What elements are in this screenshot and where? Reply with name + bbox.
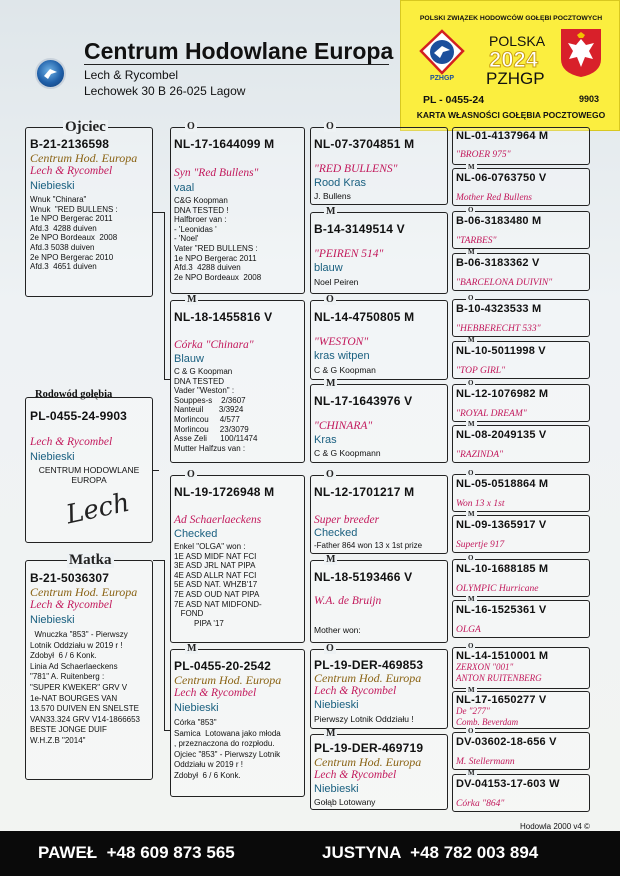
gen4-box	[452, 253, 590, 291]
gen4-name: Won 13 x 1st	[456, 499, 505, 509]
connector-line	[153, 212, 164, 213]
sex-label-m: M	[187, 643, 197, 654]
gen4-ring: NL-10-5011998 V	[456, 345, 546, 357]
gen4-ring: NL-16-1525361 V	[456, 604, 547, 616]
gen3-box	[310, 212, 448, 294]
sex-label-m: M	[326, 206, 336, 217]
gen4-box	[452, 732, 590, 770]
gen4-name: "ROYAL DREAM"	[456, 409, 527, 419]
gen3-box	[310, 384, 448, 463]
sex-label-m: M	[468, 248, 475, 256]
mother-box	[25, 560, 153, 780]
gen4-ring: NL-17-1650277 V	[456, 694, 547, 706]
gen3-color: blauw	[314, 262, 343, 274]
sex-label-m: M	[468, 163, 475, 171]
pzhgp-logo	[419, 29, 465, 75]
connector-line	[153, 560, 164, 561]
gen4-box	[452, 474, 590, 512]
gen4-ring: NL-09-1365917 V	[456, 519, 547, 531]
gen3-owner: Centrum Hod. Europa	[314, 755, 422, 769]
card-year: 2024	[489, 47, 538, 72]
sex-label-o: O	[187, 469, 195, 480]
sex-label-o: O	[326, 294, 334, 305]
gen3-breeder: Mother won:	[314, 625, 361, 635]
gen4-box	[452, 774, 590, 812]
gen4-name: OLYMPIC Hurricane	[456, 584, 539, 594]
gen4-ring: DV-04153-17-603 W	[456, 778, 560, 790]
ff-notes: C&G Koopman DNA TESTED ! Halfbroer van : - 'Leonidas ' - 'Noel' Vater "RED BULLENS : 1e NPO Bergerac 2011 Afd.3 4288 duiven 2e NPO Bordeaux 2008	[174, 196, 262, 282]
gen3-breeder: Noel Peiren	[314, 277, 359, 287]
card-pzhgp: PZHGP	[486, 69, 545, 88]
gen4-ring: NL-12-1076982 M	[456, 388, 549, 400]
gen4-box	[452, 168, 590, 206]
gen3-ring: NL-17-1643976 V	[314, 394, 413, 408]
gen4-box	[452, 299, 590, 337]
mf-notes: Enkel "OLGA" won : 1E ASD MIDF NAT FCI 3E ASD JRL NAT PIPA 4E ASD ALLR NAT FCI 5E ASD NAT. WHZB'17 7E ASD OUD NAT PIPA 7E ASD NAT MIDFOND- FOND PIPA '17	[174, 542, 262, 628]
eagle-emblem	[559, 27, 603, 79]
gen4-box	[452, 691, 590, 729]
gen4-ring: NL-14-1510001 M	[456, 650, 549, 662]
sex-label-o: O	[326, 121, 334, 132]
gen4-ring: B-06-3183362 V	[456, 257, 540, 269]
sex-label-o: O	[468, 206, 474, 214]
gen3-breeder: Pierwszy Lotnik Oddziału !	[314, 714, 414, 724]
gen4-box	[452, 425, 590, 463]
sex-label-m: M	[326, 728, 336, 739]
gen3-box	[310, 734, 448, 810]
father-label: Ojciec	[65, 119, 106, 135]
sex-label-m: M	[468, 595, 475, 603]
mother-color: Niebieski	[30, 614, 75, 626]
gen3-box	[310, 300, 448, 380]
gen4-box	[452, 559, 590, 597]
mf-color: Checked	[174, 528, 218, 540]
sex-label-m: M	[326, 554, 336, 565]
gen4-name-2: ANTON RUITENBERG	[456, 673, 542, 683]
sex-label-o: O	[326, 469, 334, 480]
gen4-name: "TARBES"	[456, 236, 497, 246]
gen4-ring: NL-01-4137964 M	[456, 130, 549, 142]
gen3-owner2: Lech & Rycombel	[314, 685, 397, 697]
sex-label-m: M	[468, 686, 475, 694]
gen4-ring: B-06-3183480 M	[456, 215, 542, 227]
mf-ring: NL-19-1726948 M	[174, 485, 275, 499]
ff-ring: NL-17-1644099 M	[174, 137, 275, 151]
gen4-name: Supertje 917	[456, 540, 505, 550]
sex-label-o: O	[326, 643, 334, 654]
mm-owner2: Lech & Rycombel	[174, 687, 257, 699]
father-ring: B-21-2136598	[30, 137, 110, 151]
ownership-card	[400, 0, 620, 131]
sex-label-m: M	[187, 294, 197, 305]
gen4-name: Córka "864"	[456, 799, 505, 809]
sex-label-o: O	[468, 294, 474, 302]
gen4-ring: NL-08-2049135 V	[456, 429, 547, 441]
mf-box	[170, 475, 305, 643]
ff-box	[170, 127, 305, 294]
breeder-address: Lechowek 30 B 26-025 Lagow	[84, 84, 246, 98]
sex-label-o: O	[468, 379, 474, 387]
title-underline	[84, 64, 389, 65]
father-box	[25, 127, 153, 297]
sex-label-o: O	[468, 469, 474, 477]
card-logo-label: PZHGP	[429, 75, 455, 82]
page-title: Centrum Hodowlane Europa	[84, 38, 394, 64]
gen4-box	[452, 515, 590, 553]
gen3-box	[310, 649, 448, 729]
connector-line	[164, 212, 165, 379]
gen4-ring: NL-06-0763750 V	[456, 172, 547, 184]
gen3-breeder: Gołąb Lotowany	[314, 797, 376, 807]
gen3-ring: NL-14-4750805 M	[314, 310, 415, 324]
ff-name: Syn "Red Bullens"	[174, 167, 259, 179]
gen4-name: Mother Red Bullens	[456, 193, 532, 203]
sex-label-m: M	[468, 769, 475, 777]
card-ring: PL - 0455-24	[423, 94, 485, 106]
sex-label-m: M	[326, 378, 336, 389]
father-owner2: Lech & Rycombel	[30, 165, 113, 177]
gen3-breeder: -Father 864 won 13 x 1st prize	[314, 541, 423, 550]
gen4-name: "RAZINDA"	[456, 450, 504, 460]
subject-box	[25, 397, 153, 543]
gen3-name: "WESTON"	[314, 336, 369, 348]
gen3-name: W.A. de Bruijn	[314, 595, 382, 607]
mother-owner2: Lech & Rycombel	[30, 599, 113, 611]
connector-line	[164, 560, 165, 730]
gen3-box	[310, 127, 448, 205]
gen3-color: kras witpen	[314, 350, 370, 362]
subject-color: Niebieski	[30, 451, 75, 463]
father-owner: Centrum Hod. Europa	[30, 151, 138, 165]
fm-box	[170, 300, 305, 463]
mm-owner: Centrum Hod. Europa	[174, 673, 282, 687]
subject-breeder: CENTRUM HODOWLANE EUROPA	[38, 465, 140, 485]
contact-pawel: PAWEŁ +48 609 873 565	[38, 843, 235, 862]
gen4-name: De "277"	[456, 706, 490, 716]
sex-label-o: O	[468, 554, 474, 562]
mother-ring: B-21-5036307	[30, 571, 110, 585]
gen4-name-2: Comb. Beverdam	[456, 717, 519, 727]
mother-owner: Centrum Hod. Europa	[30, 585, 138, 599]
gen3-ring: NL-07-3704851 M	[314, 137, 415, 151]
father-notes: Wnuk "Chinara" Wnuk "RED BULLENS : 1e NPO Bergerac 2011 Afd.3 4288 duiven 2e NPO Bordeaux 2008 Afd.3 5038 duiven 2e NPO Bergerac 2010 Afd.3 4651 duiven	[30, 195, 118, 272]
gen3-owner: Centrum Hod. Europa	[314, 671, 422, 685]
contact-justyna: JUSTYNA +48 782 003 894	[322, 843, 539, 862]
gen4-name: "BROER 975"	[456, 150, 511, 160]
sex-label-m: M	[468, 420, 475, 428]
gen4-name: "TOP GIRL"	[456, 366, 506, 376]
gen3-box	[310, 475, 448, 554]
gen4-name: M. Stellermann	[456, 757, 515, 767]
mm-box	[170, 649, 305, 797]
gen3-breeder: C & G Koopman	[314, 365, 376, 375]
gen4-name: "HEBBERECHT 533"	[456, 324, 541, 334]
ff-color: vaal	[174, 182, 195, 194]
gen4-ring: NL-10-1688185 M	[456, 563, 549, 575]
gen3-breeder: C & G Koopmann	[314, 448, 381, 458]
card-polska: POLSKA	[489, 33, 546, 49]
gen4-ring: NL-05-0518864 M	[456, 478, 549, 490]
gen3-name: "PEIREN 514"	[314, 248, 384, 260]
gen4-box	[452, 211, 590, 249]
mm-color: Niebieski	[174, 702, 219, 714]
father-color: Niebieski	[30, 180, 75, 192]
subject-owner: Lech & Rycombel	[30, 436, 113, 448]
emblem-icon	[35, 58, 66, 89]
mm-ring: PL-0455-20-2542	[174, 659, 272, 673]
card-footer: KARTA WŁASNOŚCI GOŁĘBIA POCZTOWEGO	[416, 110, 606, 120]
breeder-name: Lech & Rycombel	[84, 68, 179, 82]
gen4-ring: B-10-4323533 M	[456, 303, 542, 315]
gen4-box	[452, 384, 590, 422]
gen4-box	[452, 647, 590, 689]
mother-label: Matka	[69, 552, 112, 568]
gen3-color: Niebieski	[314, 699, 359, 711]
gen4-ring: DV-03602-18-656 V	[456, 736, 557, 748]
gen3-color: Rood Kras	[314, 177, 366, 189]
sex-label-m: M	[468, 336, 475, 344]
gen3-owner2: Lech & Rycombel	[314, 769, 397, 781]
gen3-breeder: J. Bullens	[314, 191, 351, 201]
software-version: Hodowla 2000 v4 ©	[520, 822, 590, 831]
card-number: 9903	[579, 94, 600, 104]
mother-notes: Wnuczka "853" - Pierwszy Lotnik Oddziału w 2019 r ! Zdobył 6 / 6 Konk. Linia Ad Schaerlaeckens "781" A. Ruitenberg : "SUPER KWEKER" GRV V 1e-NAT BOURGES VAN 13.570 DUIVEN EN SNELSTE VAN33.324 GRV V14-1866653 BESTE JONGE DUIF W.H.Z.B "2014"	[30, 630, 141, 745]
gen4-name: "BARCELONA DUIVIN"	[456, 278, 553, 288]
gen3-ring: PL-19-DER-469719	[314, 741, 424, 755]
fm-notes: C & G Koopman DNA TESTED Vader "Weston" : Souppes-s 2/3607 Nanteuil 3/3924 Morlincou 4/577 Morlincou 23/3079 Asse Zeli 100/11474 Mutter Halfzus van :	[174, 367, 258, 453]
fm-name: Córka "Chinara"	[174, 339, 254, 351]
sex-label-o: O	[187, 121, 195, 132]
card-header: POLSKI ZWIĄZEK HODOWCÓW GOŁĘBI POCZTOWYCH	[419, 15, 603, 22]
gen3-name: "RED BULLENS"	[314, 163, 398, 175]
sex-label-o: O	[468, 727, 474, 735]
gen3-ring: B-14-3149514 V	[314, 222, 405, 236]
gen3-ring: NL-12-1701217 M	[314, 485, 415, 499]
gen3-name: Super breeder	[314, 514, 380, 526]
sex-label-o: O	[468, 642, 474, 650]
subject-ring: PL-0455-24-9903	[30, 409, 128, 423]
gen4-box	[452, 127, 590, 165]
footer-bar	[0, 831, 620, 876]
fm-color: Blauw	[174, 353, 204, 365]
pedigree-label: Rodowód gołębia	[35, 389, 113, 400]
mf-name: Ad Schaerlaeckens	[174, 514, 262, 526]
connector-line	[153, 470, 159, 471]
gen4-box	[452, 341, 590, 379]
gen4-box	[452, 600, 590, 638]
mm-notes: Córka "853" Samica Lotowana jako młoda , przeznaczona do rozpłodu. Ojciec "853" - Pierwszy Lotnik Oddziału w 2019 r ! Zdobył 6 / 6 Konk.	[174, 718, 281, 780]
signature: Lech	[63, 487, 133, 531]
gen3-ring: NL-18-5193466 V	[314, 570, 413, 584]
gen4-name: OLGA	[456, 625, 481, 635]
fm-ring: NL-18-1455816 V	[174, 310, 273, 324]
gen3-color: Kras	[314, 434, 337, 446]
gen3-name: "CHINARA"	[314, 420, 373, 432]
gen3-color: Checked	[314, 527, 358, 539]
gen3-ring: PL-19-DER-469853	[314, 658, 424, 672]
gen3-box	[310, 560, 448, 643]
gen3-color: Niebieski	[314, 783, 359, 795]
gen4-name: ZERXON "001"	[456, 662, 514, 672]
sex-label-m: M	[468, 510, 475, 518]
